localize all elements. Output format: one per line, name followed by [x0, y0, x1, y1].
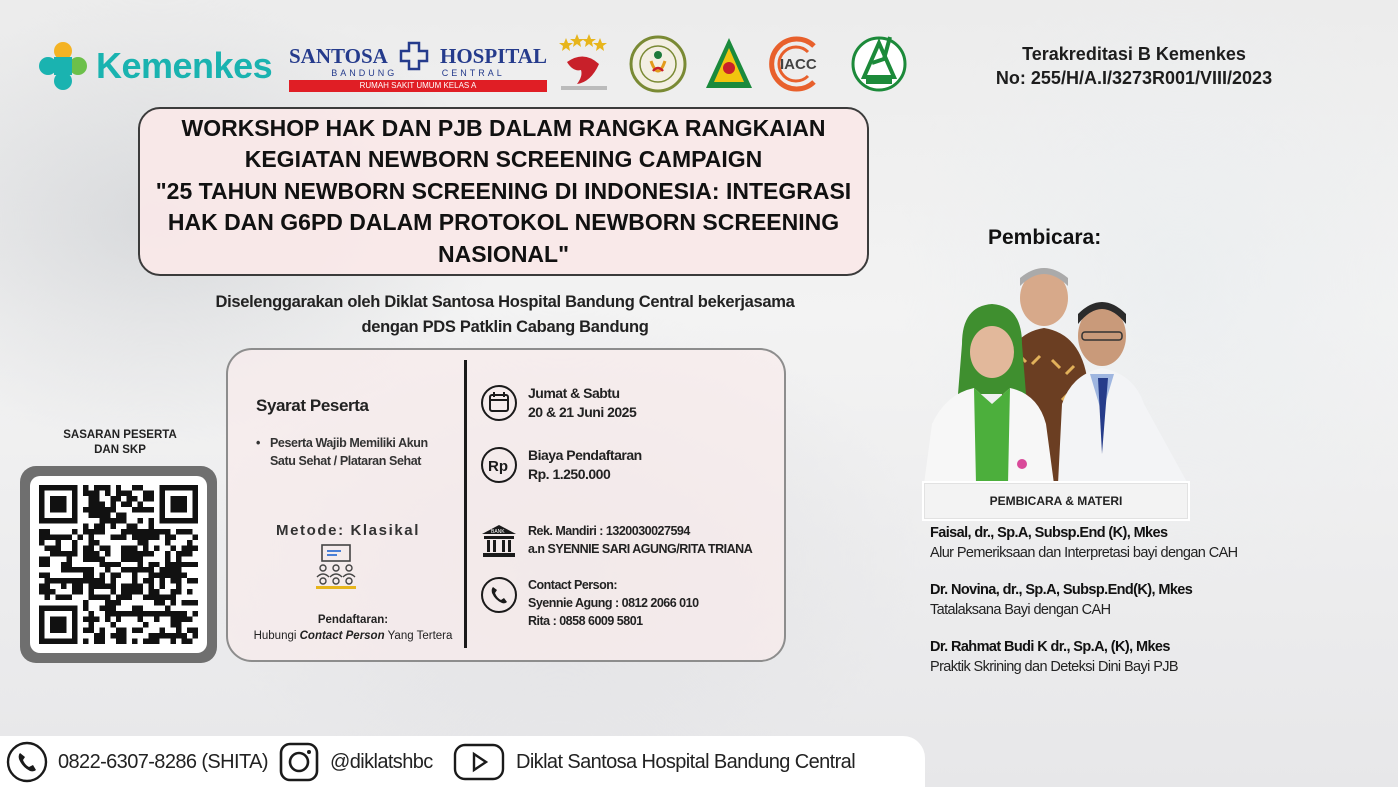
footer-youtube-text: Diklat Santosa Hospital Bandung Central [516, 750, 856, 773]
hospital-word: HOSPITAL [440, 43, 547, 68]
speaker-name: Dr. Novina, dr., Sp.A, Subsp.End(K), Mkes [930, 582, 1193, 598]
event-title: WORKSHOP HAK DAN PJB DALAM RANGKA RANGKAIAN KEGIATAN NEWBORN SCREENING CAMPAIGN "25 TAHUN NEWBORN SCREENING DI INDONESIA: INTEGRASI HAK DAN G6PD DALAM PROTOKOL NEWBORN SCREENING NASIONAL" [155, 114, 852, 267]
svg-text:Rp: Rp [488, 458, 508, 475]
qr-code[interactable] [30, 476, 207, 653]
footer-youtube[interactable] [452, 738, 855, 786]
santosa-word: SANTOSA [289, 43, 388, 68]
footer-phone-text: 0822-6307-8286 (SHITA) [58, 750, 268, 773]
registration-post: Yang Tertera [384, 630, 453, 642]
footer-phone[interactable] [6, 738, 268, 786]
accreditation-number: No: 255/H/A.I/3273R001/VIII/2023 [995, 68, 1273, 88]
speaker-entry-3 [930, 637, 1290, 677]
patient-safety-logo [629, 35, 687, 93]
bank-holder: a.n SYENNIE SARI AGUNG/RITA TRIANA [528, 542, 753, 556]
speaker-entry-2 [930, 580, 1290, 620]
phone-icon [480, 576, 518, 614]
qr-code-frame[interactable] [20, 466, 217, 663]
event-info-card [226, 348, 786, 662]
calendar-icon [480, 384, 518, 422]
kemenkes-mark-icon [36, 39, 90, 93]
speaker-topic: Praktik Skrining dan Deteksi Dini Bayi PJB [930, 659, 1178, 675]
santosa-hospital-logo [289, 38, 547, 96]
classroom-icon [313, 544, 359, 590]
speakers-heading: Pembicara: [988, 226, 1102, 249]
central-label: CENTRAL [441, 68, 505, 78]
speaker-topic: Alur Pemeriksaan dan Interpretasi bayi dengan CAH [930, 545, 1238, 561]
registration-pre: Hubungi [253, 630, 300, 642]
speaker-photo-rahmat [1058, 302, 1188, 484]
speaker-photos [922, 264, 1190, 484]
youtube-play-icon [452, 741, 506, 783]
iacc-logo [768, 34, 830, 94]
bank-icon [480, 522, 518, 560]
requirements-title: Syarat Peserta [256, 396, 369, 415]
speaker-topic: Tatalaksana Bayi dengan CAH [930, 602, 1111, 618]
organizer-text [200, 290, 810, 340]
svg-text:IACC: IACC [780, 56, 817, 73]
registration-instruction [238, 628, 468, 644]
phone-icon [6, 741, 48, 783]
accreditation-line-1: Terakreditasi B Kemenkes [1022, 44, 1246, 64]
registration-label: Pendaftaran: [317, 614, 389, 626]
speakers-materials-banner: PEMBICARA & MATERI [922, 481, 1190, 521]
requirement-item [256, 434, 436, 470]
hospital-class-bar: RUMAH SAKIT UMUM KELAS A [289, 80, 547, 92]
cross-icon [399, 41, 429, 71]
accreditation-text [974, 42, 1294, 90]
kemenkes-wordmark: Kemenkes [96, 45, 273, 86]
contact-person-1[interactable]: Syennie Agung : 0812 2066 010 [528, 596, 699, 610]
speaker-name: Faisal, dr., Sp.A, Subsp.End (K), Mkes [930, 525, 1168, 541]
qr-caption-line-2: DAN SKP [94, 444, 146, 456]
bandung-label: BANDUNG [331, 68, 398, 78]
schedule-row [480, 384, 780, 422]
bank-account: Rek. Mandiri : 1320030027594 [528, 524, 690, 538]
footer-instagram-text: @diklatshbc [330, 750, 433, 773]
speaker-name: Dr. Rahmat Budi K dr., Sp.A, (K), Mkes [930, 639, 1170, 655]
fee-amount: Rp. 1.250.000 [528, 466, 611, 482]
qr-caption-line-1: SASARAN PESERTA [63, 429, 177, 441]
info-divider [464, 360, 467, 648]
kemenkes-logo [36, 38, 271, 94]
organizer-line-2: dengan PDS Patklin Cabang Bandung [361, 318, 649, 336]
qr-caption [50, 428, 190, 458]
instagram-icon [278, 741, 320, 783]
footer-instagram[interactable] [278, 738, 433, 786]
method-label: Metode: Klasikal [276, 522, 420, 539]
kars-accreditation-logo [553, 32, 615, 94]
requirement-text: Peserta Wajib Memiliki Akun Satu Sehat / Plataran Sehat [270, 436, 428, 468]
contact-person-2[interactable]: Rita : 0858 6009 5801 [528, 614, 643, 628]
organizer-line-1: Diselenggarakan oleh Diklat Santosa Hospital Bandung Central bekerjasama [215, 293, 795, 311]
contact-row [480, 576, 780, 630]
speaker-entry-1 [930, 523, 1290, 563]
event-title-box [138, 107, 869, 276]
qr-code-icon [39, 485, 198, 644]
svg-text:BANK: BANK [491, 529, 505, 535]
pediatric-association-logo [704, 36, 754, 92]
bullet-icon: • [256, 436, 260, 450]
registration-contact-person: Contact Person [299, 630, 385, 642]
contact-label: Contact Person: [528, 578, 618, 592]
registration-note [238, 612, 468, 644]
bank-row [480, 522, 780, 560]
schedule-dates: 20 & 21 Juni 2025 [528, 404, 637, 420]
rupiah-icon [480, 446, 518, 484]
schedule-days: Jumat & Sabtu [528, 385, 620, 401]
patklin-logo [850, 33, 908, 93]
fee-row [480, 446, 780, 484]
fee-label: Biaya Pendaftaran [528, 447, 642, 463]
